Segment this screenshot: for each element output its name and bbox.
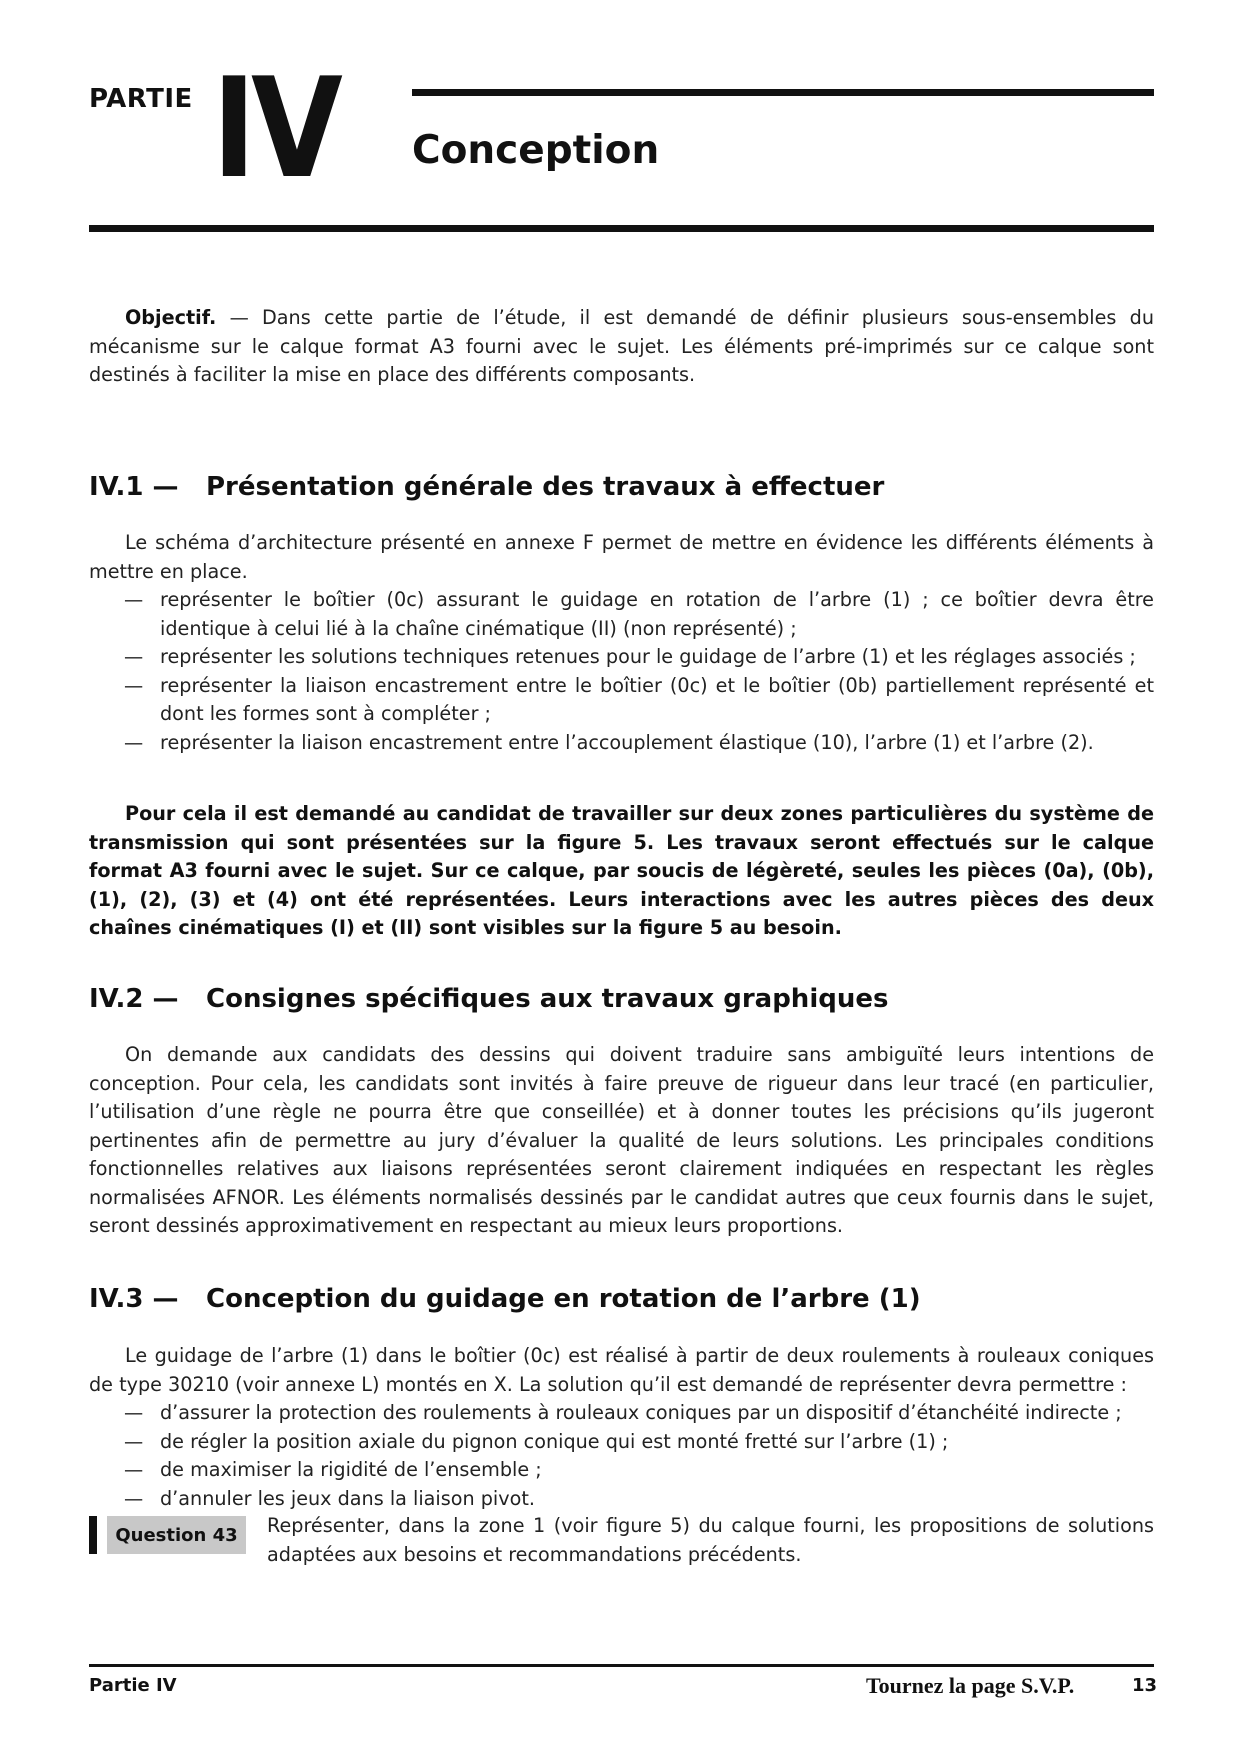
list-item: — de régler la position axiale du pignon conique qui est monté fretté sur l’arbre (1) ; xyxy=(89,1428,1154,1457)
section-heading-iv3 xyxy=(89,1284,921,1314)
dash-bullet: — xyxy=(124,645,144,668)
section3-intro: Le guidage de l’arbre (1) dans le boîtier (0c) est réalisé à partir de deux roulements à rouleaux coniques de type 30210 (voir annexe L) montés en X. La solution qu’il est demandé de représenter devra permettre : xyxy=(89,1344,1154,1396)
section-title: Consignes spécifiques aux travaux graphiques xyxy=(206,984,889,1014)
dash-bullet: — xyxy=(124,673,144,697)
question-text: Représenter, dans la zone 1 (voir figure 5) du calque fourni, les propositions de solutions adaptées aux besoins et recommandations précédents. xyxy=(267,1514,1154,1566)
list-item: — représenter le boîtier (0c) assurant le guidage en rotation de l’arbre (1) ; ce boîtier devra être identique à celui lié à la chaîne cinématique (II) (non représenté) ; xyxy=(124,588,1154,640)
question-marker-bar xyxy=(89,1516,97,1554)
dash-bullet: — xyxy=(124,588,144,611)
section-title: Présentation générale des travaux à effectuer xyxy=(206,472,885,502)
dash-bullet: — xyxy=(124,1429,144,1453)
section1-note: Pour cela il est demandé au candidat de travailler sur deux zones particulières du système de transmission qui sont présentées sur la figure 5. Les travaux seront effectués sur le calque format A3 fourni avec le sujet. Sur ce calque, par soucis de légèreté, seules les pièces (0a), (0b), (1), (2), (3) et (4) ont été représentées. Leurs interactions avec les autres pièces des deux chaînes cinématiques (I) et (II) sont visibles sur la figure 5 au besoin. xyxy=(89,802,1154,939)
section-number: IV.1 — xyxy=(89,472,179,502)
dash-bullet: — xyxy=(124,1486,144,1510)
section-number: IV.2 — xyxy=(89,984,179,1014)
list-item: — de maximiser la rigidité de l’ensemble ; xyxy=(89,1456,1154,1485)
page-number: 13 xyxy=(1132,1675,1158,1696)
question-label: Question 43 xyxy=(107,1516,246,1554)
header-rule-top xyxy=(412,89,1154,96)
section1-list xyxy=(89,586,1154,757)
section3-list xyxy=(89,1399,1154,1513)
dash-bullet: — xyxy=(124,1401,144,1424)
section-title: Conception du guidage en rotation de l’arbre (1) xyxy=(206,1284,921,1314)
partie-number: IV xyxy=(212,48,338,209)
section-number: IV.3 — xyxy=(89,1284,179,1314)
footer-turn-page: Tournez la page S.V.P. xyxy=(866,1673,1075,1698)
section1-intro: Le schéma d’architecture présenté en annexe F permet de mettre en évidence les différents éléments à mettre en place. xyxy=(89,531,1154,583)
list-item: — d’assurer la protection des roulements à rouleaux coniques par un dispositif d’étanchéité indirecte ; xyxy=(89,1399,1154,1428)
section3-body xyxy=(89,1342,1154,1513)
footer-rule xyxy=(89,1664,1154,1667)
list-item: — représenter la liaison encastrement entre l’accouplement élastique (10), l’arbre (1) et l’arbre (2). xyxy=(89,729,1154,758)
section2-text: On demande aux candidats des dessins qui doivent traduire sans ambiguïté leurs intentions de conception. Pour cela, les candidats sont invités à faire preuve de rigueur dans leur tracé (en particulier, l’utilisation d’une règle ne pourra être que conseillée) et à donner toutes les précisions qu’ils jugeront pertinentes afin de permettre au jury d’évaluer la qualité de leurs solutions. Les principales conditions fonctionnelles relatives aux liaisons représentées seront clairement indiquées en respectant les règles normalisées AFNOR. Les éléments normalisés dessinés par le candidat autres que ceux fournis dans le sujet, seront dessinés approximativement en respectant au mieux leurs proportions. xyxy=(89,1043,1154,1237)
objectif-text: — Dans cette partie de l’étude, il est demandé de définir plusieurs sous-ensembles du mécanisme sur le calque format A3 fourni avec le sujet. Les éléments pré-imprimés sur ce calque sont destinés à faciliter la mise en place des différents composants. xyxy=(89,306,1154,386)
list-item: — représenter les solutions techniques retenues pour le guidage de l’arbre (1) et les réglages associés ; xyxy=(89,643,1154,672)
objectif-label: Objectif. xyxy=(125,306,217,329)
page-title: Conception xyxy=(412,128,660,173)
header-rule-bottom xyxy=(89,225,1154,232)
dash-bullet: — xyxy=(124,1458,144,1481)
list-item: — d’annuler les jeux dans la liaison pivot. xyxy=(89,1485,1154,1514)
list-item: — représenter la liaison encastrement entre le boîtier (0c) et le boîtier (0b) partiellement représenté et dont les formes sont à compléter ; xyxy=(124,673,1154,725)
objectif-paragraph xyxy=(89,304,1154,390)
footer-part-label: Partie IV xyxy=(89,1675,177,1696)
section-heading-iv1 xyxy=(89,472,884,502)
section1-body xyxy=(89,529,1154,757)
partie-label: PARTIE xyxy=(89,84,193,114)
section-heading-iv2 xyxy=(89,984,888,1014)
dash-bullet: — xyxy=(124,730,144,754)
